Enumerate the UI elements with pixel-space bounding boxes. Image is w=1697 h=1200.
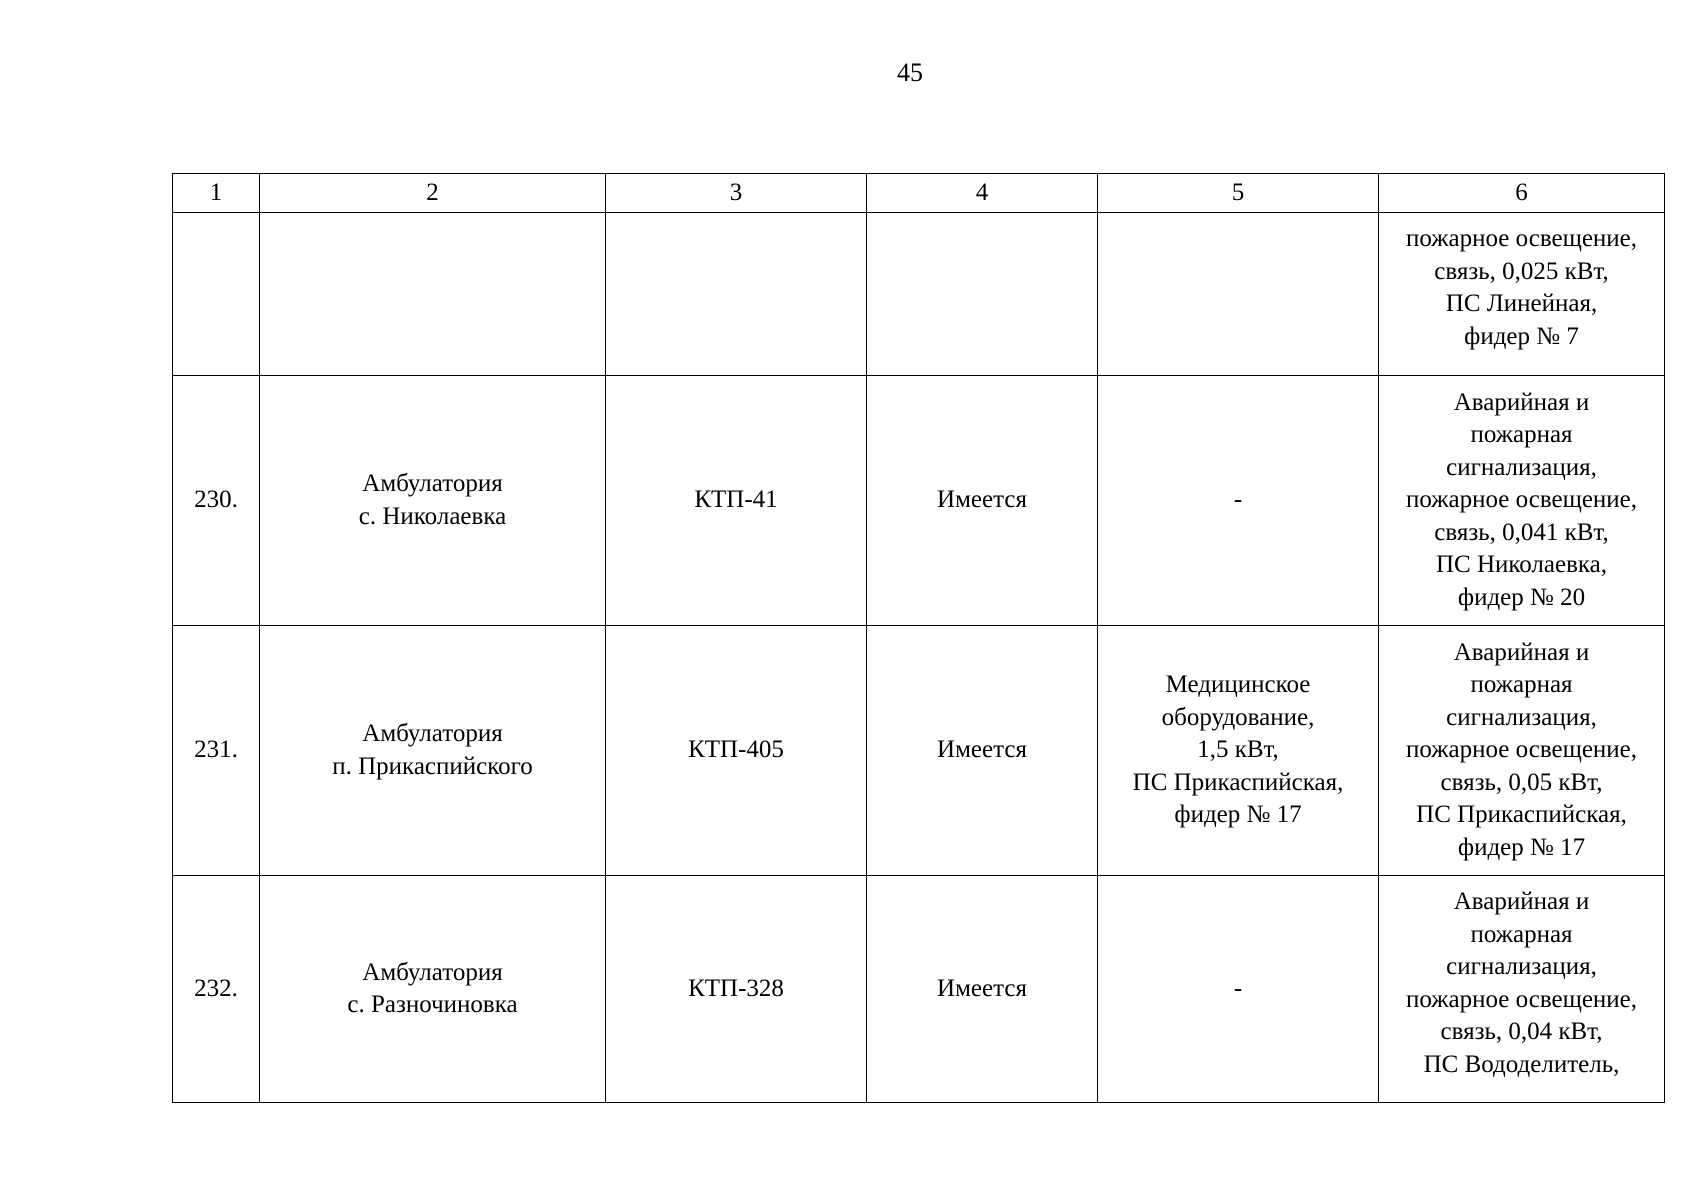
cell-line: Амбулатория	[362, 720, 503, 747]
alarm-systems-cell	[1379, 626, 1665, 876]
column-header: 6	[1379, 174, 1665, 213]
cell-line: пожарная	[1470, 671, 1573, 699]
cell-line: -	[1233, 486, 1243, 514]
table-row	[173, 376, 1665, 626]
availability-cell: Имеется	[867, 876, 1098, 1103]
column-header: 4	[867, 174, 1098, 213]
table-row	[173, 213, 1665, 376]
availability-cell: Имеется	[867, 626, 1098, 876]
table-row	[173, 626, 1665, 876]
data-table	[172, 173, 1665, 1103]
cell-line: пожарное освещение,	[1405, 736, 1638, 764]
substation-cell: КТП-328	[606, 876, 867, 1103]
column-header: 1	[173, 174, 260, 213]
facility-name-cell	[260, 213, 606, 376]
alarm-systems-cell	[1379, 376, 1665, 626]
cell-line: 1,5 кВт,	[1197, 736, 1279, 764]
cell-line: ПС Линейная,	[1445, 290, 1598, 317]
facility-name-cell	[260, 626, 606, 876]
cell-line: сигнализация,	[1446, 453, 1597, 481]
column-header: 5	[1098, 174, 1379, 213]
availability-cell: Имеется	[867, 376, 1098, 626]
cell-line: связь, 0,025 кВт,	[1434, 257, 1609, 285]
substation-cell: КТП-41	[606, 376, 867, 626]
substation-cell	[606, 213, 867, 376]
cell-line: с. Разночиновка	[347, 991, 518, 1018]
cell-line: ПС Николаевка,	[1435, 551, 1608, 579]
cell-line: фидер № 17	[1174, 801, 1302, 829]
page-number: 45	[897, 58, 923, 87]
equipment-cell	[1098, 376, 1379, 626]
cell-line: с. Николаевка	[358, 502, 507, 530]
cell-line: фидер № 7	[1464, 322, 1579, 350]
availability-cell	[867, 213, 1098, 376]
cell-line: пожарное освещение,	[1405, 985, 1638, 1013]
cell-line: Аварийная и	[1453, 638, 1590, 666]
equipment-cell	[1098, 876, 1379, 1103]
facility-name-cell	[260, 376, 606, 626]
column-header: 3	[606, 174, 867, 213]
cell-line: сигнализация,	[1446, 703, 1597, 731]
cell-line: -	[1233, 974, 1243, 1002]
cell-line: сигнализация,	[1446, 953, 1597, 980]
cell-line: Аварийная и	[1453, 388, 1590, 416]
alarm-systems-cell	[1379, 876, 1665, 1103]
cell-line: пожарное освещение,	[1405, 225, 1638, 252]
cell-line: пожарное освещение,	[1405, 486, 1638, 514]
cell-line: п. Прикаспийского	[332, 752, 533, 780]
cell-line: связь, 0,05 кВт,	[1440, 768, 1603, 796]
cell-line: связь, 0,041 кВт,	[1434, 518, 1609, 546]
alarm-systems-cell	[1379, 213, 1665, 376]
cell-line: ПС Вододелитель,	[1423, 1050, 1620, 1078]
row-number-cell: 231.	[173, 626, 260, 876]
cell-line: Аварийная и	[1453, 888, 1590, 915]
cell-line: фидер № 17	[1457, 833, 1586, 861]
row-number-cell: 232.	[173, 876, 260, 1103]
cell-line: связь, 0,04 кВт,	[1440, 1018, 1603, 1045]
cell-line: Амбулатория	[362, 958, 503, 986]
cell-line: Амбулатория	[362, 470, 503, 497]
table-row	[173, 876, 1665, 1103]
facility-name-cell	[260, 876, 606, 1103]
table-header-row	[173, 174, 1665, 213]
cell-line: оборудование,	[1161, 703, 1315, 731]
row-number-cell: 230.	[173, 376, 260, 626]
row-number-cell	[173, 213, 260, 376]
equipment-cell	[1098, 213, 1379, 376]
equipment-cell	[1098, 626, 1379, 876]
cell-line: Медицинское	[1165, 671, 1311, 699]
column-header: 2	[260, 174, 606, 213]
cell-line: ПС Прикаспийская,	[1416, 801, 1627, 829]
cell-line: пожарная	[1470, 421, 1573, 449]
cell-line: ПС Прикаспийская,	[1132, 768, 1344, 796]
substation-cell: КТП-405	[606, 626, 867, 876]
cell-line: пожарная	[1470, 920, 1573, 948]
cell-line: фидер № 20	[1457, 583, 1586, 611]
